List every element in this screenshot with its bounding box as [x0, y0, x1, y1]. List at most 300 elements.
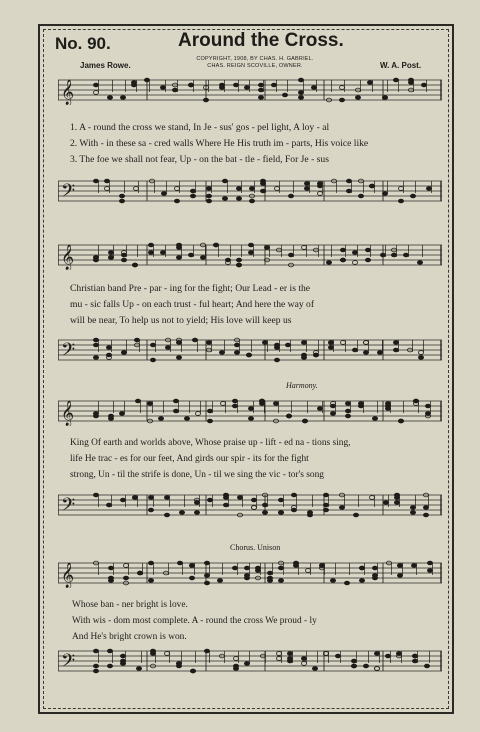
note-head — [93, 356, 98, 360]
note-head — [398, 187, 403, 191]
note-head — [255, 566, 260, 570]
note-head — [236, 197, 241, 201]
lyric-line: will be near, To help us not to yield; His love will keep us — [70, 315, 292, 326]
note-head — [174, 199, 179, 203]
note-head — [160, 251, 165, 255]
note-head — [345, 402, 350, 406]
note-head — [328, 346, 333, 350]
note-head — [258, 88, 263, 92]
note-head — [267, 571, 272, 575]
staff-lines — [58, 176, 442, 206]
note-head — [204, 649, 209, 653]
note-head — [317, 407, 322, 411]
staff-lines — [58, 240, 442, 270]
note-head — [330, 412, 335, 416]
treble-staff — [58, 558, 442, 588]
lyric-line: 1. A - round the cross we stand, In Je - sus' gos - pel light, A loy - al — [70, 122, 330, 133]
note-head — [244, 566, 249, 570]
note-head — [107, 96, 112, 100]
note-head — [305, 569, 310, 573]
note-head — [222, 197, 227, 201]
note-head — [176, 256, 181, 260]
note-head — [369, 184, 374, 188]
note-head — [177, 561, 182, 565]
note-head — [119, 412, 124, 416]
note-head — [421, 83, 426, 87]
note-head — [137, 571, 142, 575]
note-head — [106, 346, 111, 350]
note-head — [132, 263, 137, 267]
note-head — [369, 496, 374, 500]
note-head — [274, 343, 279, 347]
note-head — [176, 246, 181, 250]
bass-staff — [58, 176, 442, 206]
note-head — [423, 513, 428, 517]
note-head — [317, 192, 322, 196]
note-head — [173, 399, 178, 403]
note-head — [148, 508, 153, 512]
note-head — [319, 564, 324, 568]
note-head — [237, 496, 242, 500]
note-head — [340, 258, 345, 262]
hymn-number: No. 90. — [55, 34, 111, 53]
note-head — [276, 652, 281, 656]
note-head — [304, 187, 309, 191]
note-head — [326, 261, 331, 265]
bass-clef-icon: 𝄢 — [61, 651, 76, 676]
note-head — [358, 194, 363, 198]
note-head — [148, 251, 153, 255]
note-head — [160, 86, 165, 90]
note-head — [244, 662, 249, 666]
note-head — [352, 261, 357, 265]
note-head — [120, 662, 125, 666]
note-head — [412, 659, 417, 663]
note-head — [123, 576, 128, 580]
note-head — [120, 96, 125, 100]
note-head — [258, 83, 263, 87]
lyrics-block — [70, 435, 442, 483]
note-head — [359, 566, 364, 570]
bass-staff — [58, 335, 442, 365]
note-head — [307, 513, 312, 517]
note-head — [108, 251, 113, 255]
note-head — [172, 88, 177, 92]
lyric-line: life He trac - es for our feet, And girds our spir - its for the fight — [70, 454, 309, 464]
note-head — [131, 81, 136, 85]
note-head — [423, 506, 428, 510]
note-head — [93, 91, 98, 95]
note-head — [164, 652, 169, 656]
note-head — [427, 561, 432, 565]
note-head — [330, 404, 335, 408]
note-head — [148, 561, 153, 565]
lyrics-block — [70, 281, 442, 329]
note-head — [93, 669, 98, 673]
note-head — [121, 258, 126, 262]
staff-lines — [58, 75, 442, 105]
note-head — [93, 83, 98, 87]
note-head — [179, 511, 184, 515]
note-head — [363, 341, 368, 345]
note-head — [176, 356, 181, 360]
note-head — [397, 574, 402, 578]
lyric-line: And He's bright crown is won. — [72, 632, 187, 642]
note-head — [352, 251, 357, 255]
note-head — [133, 187, 138, 191]
note-head — [251, 498, 256, 502]
note-head — [278, 579, 283, 583]
note-head — [106, 503, 111, 507]
note-head — [222, 179, 227, 183]
note-head — [220, 402, 225, 406]
note-head — [345, 409, 350, 413]
note-head — [287, 652, 292, 656]
note-head — [363, 351, 368, 355]
note-head — [251, 506, 256, 510]
note-head — [391, 253, 396, 257]
note-head — [286, 414, 291, 418]
note-head — [291, 508, 296, 512]
note-head — [301, 657, 306, 661]
note-head — [365, 248, 370, 252]
hymn-title: Around the Cross. — [178, 30, 344, 51]
note-head — [258, 96, 263, 100]
note-head — [148, 496, 153, 500]
bass-clef-icon: 𝄢 — [61, 181, 76, 206]
note-head — [232, 399, 237, 403]
note-head — [328, 341, 333, 345]
note-head — [330, 579, 335, 583]
note-head — [259, 402, 264, 406]
lyrics-block — [70, 120, 442, 168]
note-head — [398, 199, 403, 203]
note-head — [164, 496, 169, 500]
note-head — [244, 574, 249, 578]
note-head — [298, 78, 303, 82]
note-head — [233, 83, 238, 87]
lyric-line: 2. With - in these sa - cred walls Where He His truth im - parts, His voice like — [70, 138, 369, 149]
note-head — [323, 508, 328, 512]
staff-lines — [58, 490, 442, 520]
note-head — [339, 506, 344, 510]
lyricist: James Rowe. — [80, 61, 131, 70]
note-head — [206, 187, 211, 191]
note-head — [293, 564, 298, 568]
treble-staff — [58, 240, 442, 270]
note-head — [93, 338, 98, 342]
note-head — [335, 654, 340, 658]
note-head — [358, 404, 363, 408]
treble-clef-icon: 𝄞 — [61, 563, 75, 588]
note-head — [120, 654, 125, 658]
note-head — [383, 501, 388, 505]
note-head — [144, 78, 149, 82]
note-head — [93, 414, 98, 418]
note-head — [393, 341, 398, 345]
note-head — [382, 192, 387, 196]
note-head — [298, 96, 303, 100]
note-head — [108, 414, 113, 418]
note-head — [312, 667, 317, 671]
note-head — [352, 348, 357, 352]
note-head — [236, 258, 241, 262]
note-head — [206, 341, 211, 345]
staff-lines — [58, 558, 442, 588]
note-head — [248, 243, 253, 247]
note-head — [262, 503, 267, 507]
note-head — [104, 187, 109, 191]
note-head — [288, 253, 293, 257]
note-head — [374, 652, 379, 656]
note-head — [132, 496, 137, 500]
note-head — [340, 341, 345, 345]
note-head — [249, 187, 254, 191]
note-head — [206, 199, 211, 203]
note-head — [410, 506, 415, 510]
note-head — [372, 576, 377, 580]
note-head — [418, 356, 423, 360]
section-label: Harmony. — [286, 381, 318, 390]
note-head — [223, 496, 228, 500]
note-head — [192, 338, 197, 342]
note-head — [246, 353, 251, 357]
note-head — [411, 564, 416, 568]
note-head — [119, 199, 124, 203]
bass-clef-icon: 𝄢 — [61, 495, 76, 520]
treble-staff — [58, 396, 442, 426]
note-head — [288, 194, 293, 198]
note-head — [345, 414, 350, 418]
lyrics-block — [72, 597, 444, 645]
note-head — [425, 412, 430, 416]
note-head — [403, 253, 408, 257]
note-head — [385, 654, 390, 658]
staff-lines — [58, 396, 442, 426]
note-head — [298, 91, 303, 95]
note-head — [393, 348, 398, 352]
note-head — [233, 664, 238, 668]
treble-clef-icon: 𝄞 — [61, 401, 75, 426]
note-head — [119, 194, 124, 198]
note-head — [346, 189, 351, 193]
note-head — [355, 96, 360, 100]
lyric-line: Christian band Pre - par - ing for the fight; Our Lead - er is the — [70, 283, 311, 294]
note-head — [165, 346, 170, 350]
note-head — [244, 86, 249, 90]
note-head — [426, 187, 431, 191]
bass-clef-icon: 𝄢 — [61, 340, 76, 365]
note-head — [372, 417, 377, 421]
note-head — [365, 258, 370, 262]
note-head — [204, 574, 209, 578]
note-head — [291, 493, 296, 497]
note-head — [410, 194, 415, 198]
note-head — [207, 498, 212, 502]
note-head — [135, 399, 140, 403]
lyric-line: With wis - dom most complete. A - round the cross We proud - ly — [72, 616, 317, 626]
note-head — [417, 261, 422, 265]
note-head — [232, 404, 237, 408]
note-head — [363, 664, 368, 668]
note-head — [413, 399, 418, 403]
note-head — [394, 496, 399, 500]
copyright-notice: COPYRIGHT, 1908, BY CHAS. H. GABRIEL. CHAS. REIGN SCOVILLE, OWNER. — [196, 56, 314, 69]
bass-staff — [58, 646, 442, 676]
note-head — [174, 187, 179, 191]
note-head — [93, 664, 98, 668]
lyric-line: Whose ban - ner bright is love. — [72, 600, 188, 610]
note-head — [408, 78, 413, 82]
note-head — [93, 493, 98, 497]
note-head — [164, 513, 169, 517]
treble-clef-icon: 𝄞 — [61, 80, 75, 105]
note-head — [282, 93, 287, 97]
note-head — [304, 182, 309, 186]
note-head — [367, 81, 372, 85]
note-head — [223, 503, 228, 507]
bass-staff — [58, 490, 442, 520]
note-head — [158, 417, 163, 421]
note-head — [273, 402, 278, 406]
note-head — [108, 579, 113, 583]
note-head — [262, 341, 267, 345]
note-head — [359, 579, 364, 583]
note-head — [374, 667, 379, 671]
note-head — [344, 581, 349, 585]
note-head — [323, 503, 328, 507]
treble-staff — [58, 75, 442, 105]
note-head — [274, 358, 279, 362]
note-head — [418, 351, 423, 355]
note-head — [301, 356, 306, 360]
note-head — [207, 409, 212, 413]
note-head — [189, 576, 194, 580]
note-head — [176, 662, 181, 666]
note-head — [173, 409, 178, 413]
note-head — [249, 199, 254, 203]
note-head — [108, 566, 113, 570]
lyric-line: strong, Un - til the strife is done, Un - til we sing the vic - tor's song — [70, 470, 324, 480]
note-head — [301, 662, 306, 666]
treble-clef-icon: 𝄞 — [61, 245, 75, 270]
note-head — [248, 251, 253, 255]
note-head — [311, 86, 316, 90]
note-head — [317, 184, 322, 188]
note-head — [397, 564, 402, 568]
note-head — [353, 513, 358, 517]
note-head — [380, 253, 385, 257]
staff-lines — [58, 646, 442, 676]
note-head — [200, 256, 205, 260]
note-head — [93, 179, 98, 183]
note-head — [271, 83, 276, 87]
composer: W. A. Post. — [380, 61, 422, 70]
note-head — [194, 511, 199, 515]
note-head — [120, 498, 125, 502]
note-head — [207, 419, 212, 423]
note-head — [176, 341, 181, 345]
note-head — [340, 248, 345, 252]
note-head — [203, 98, 208, 102]
note-head — [339, 98, 344, 102]
note-head — [377, 351, 382, 355]
note-head — [148, 243, 153, 247]
note-head — [267, 579, 272, 583]
note-head — [394, 501, 399, 505]
note-head — [301, 341, 306, 345]
note-head — [184, 417, 189, 421]
note-head — [93, 649, 98, 653]
note-head — [260, 189, 265, 193]
note-head — [287, 657, 292, 661]
note-head — [339, 86, 344, 90]
note-head — [425, 404, 430, 408]
note-head — [278, 511, 283, 515]
note-head — [262, 511, 267, 515]
staff-lines — [58, 335, 442, 365]
note-head — [190, 189, 195, 193]
note-head — [410, 511, 415, 515]
note-head — [424, 664, 429, 668]
note-head — [93, 343, 98, 347]
lyric-line: King Of earth and worlds above, Whose praise up - lift - ed na - tions sing, — [70, 438, 351, 448]
note-head — [150, 649, 155, 653]
note-head — [147, 402, 152, 406]
note-head — [248, 417, 253, 421]
note-head — [412, 654, 417, 658]
note-head — [301, 246, 306, 250]
note-head — [190, 194, 195, 198]
note-head — [107, 649, 112, 653]
note-head — [233, 657, 238, 661]
note-head — [385, 402, 390, 406]
note-head — [248, 407, 253, 411]
note-head — [104, 179, 109, 183]
note-head — [123, 564, 128, 568]
note-head — [107, 664, 112, 668]
note-head — [204, 561, 209, 565]
note-head — [276, 657, 281, 661]
note-head — [161, 192, 166, 196]
section-label: Chorus. Unison — [230, 543, 281, 552]
note-head — [234, 351, 239, 355]
note-head — [285, 343, 290, 347]
note-head — [150, 358, 155, 362]
lyric-line: mu - sic falls Up - on each trust - ful heart; And here the way of — [70, 299, 315, 310]
note-head — [234, 343, 239, 347]
note-head — [217, 579, 222, 583]
note-head — [219, 351, 224, 355]
note-head — [260, 179, 265, 183]
note-head — [188, 253, 193, 257]
note-head — [148, 579, 153, 583]
note-head — [278, 566, 283, 570]
lyric-line: 3. The foe we shall not fear, Up - on the bat - tle - field, For Je - sus — [70, 154, 329, 165]
note-head — [278, 498, 283, 502]
note-head — [236, 187, 241, 191]
note-head — [372, 566, 377, 570]
note-head — [136, 667, 141, 671]
note-head — [219, 86, 224, 90]
note-head — [232, 566, 237, 570]
note-head — [323, 493, 328, 497]
note-head — [351, 659, 356, 663]
note-head — [264, 246, 269, 250]
note-head — [427, 569, 432, 573]
note-head — [206, 194, 211, 198]
note-head — [150, 343, 155, 347]
